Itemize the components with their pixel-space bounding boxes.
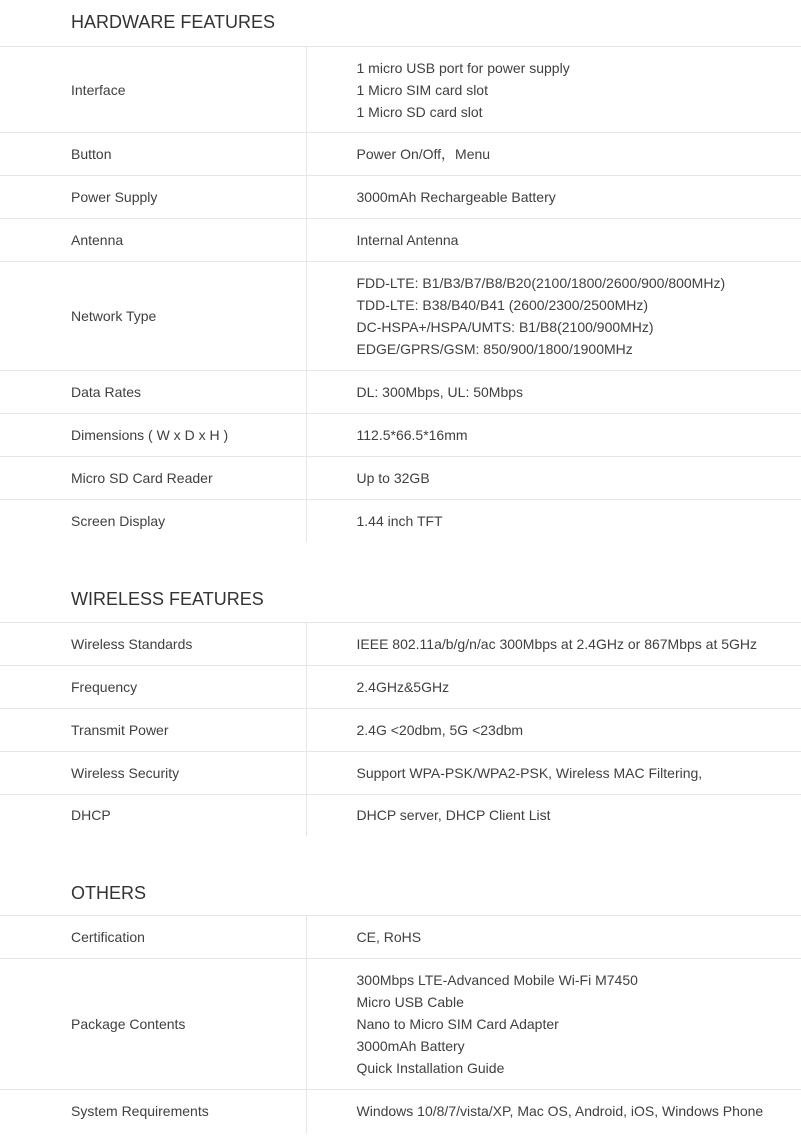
spec-value-line: CE, RoHS <box>356 929 422 945</box>
table-row <box>0 665 801 708</box>
table-row <box>0 176 801 219</box>
spec-value <box>306 176 801 219</box>
table-row <box>0 414 801 457</box>
section-title: WIRELESS FEATURES <box>71 588 264 609</box>
spec-value-line: Support WPA-PSK/WPA2-PSK, Wireless MAC Filtering, <box>356 764 703 781</box>
section-title: OTHERS <box>71 883 147 903</box>
spec-value-line: EDGE/GPRS/GSM: 850/900/1800/1900MHz <box>356 341 633 357</box>
spec-value-line: Internal Antenna <box>356 232 459 248</box>
spec-value <box>306 133 801 176</box>
spec-value-line: 1 micro USB port for power supply <box>356 59 570 76</box>
spec-label: Package Contents <box>0 959 306 1090</box>
spec-value-line: DL: 300Mbps, UL: 50Mbps <box>356 384 524 400</box>
spec-value-line: 112.5*66.5*16mm <box>356 427 468 443</box>
spec-label: Power Supply <box>0 176 306 219</box>
spec-value-line: 1.44 inch TFT <box>356 512 443 529</box>
spec-label: Micro SD Card Reader <box>0 457 306 500</box>
spec-value-line: 3000mAh Rechargeable Battery <box>356 189 556 205</box>
table-row <box>0 500 801 542</box>
spec-value-line: Up to 32GB <box>356 470 430 486</box>
spec-value-line: DHCP server, DHCP Client List <box>356 807 551 824</box>
spec-label: Transmit Power <box>0 708 306 751</box>
table-row <box>0 457 801 500</box>
spec-value-line: Nano to Micro SIM Card Adapter <box>356 1016 559 1032</box>
spec-value <box>306 708 801 751</box>
spec-value-line: 300Mbps LTE-Advanced Mobile Wi-Fi M7450 <box>356 972 638 988</box>
table-row <box>0 1090 801 1133</box>
spec-value-line: Micro USB Cable <box>356 994 464 1010</box>
spec-value <box>306 794 801 836</box>
table-row <box>0 622 801 665</box>
spec-value <box>306 500 801 542</box>
spec-label: Frequency <box>0 665 306 708</box>
spec-value-line: Quick Installation Guide <box>356 1060 505 1076</box>
table-row <box>0 708 801 751</box>
table-row <box>0 959 801 1090</box>
spec-table <box>0 46 801 542</box>
spec-value <box>306 622 801 665</box>
spec-label: Button <box>0 133 306 176</box>
spec-value-line: 2.4GHz&5GHz <box>356 678 450 695</box>
spec-value <box>306 665 801 708</box>
spec-label: System Requirements <box>0 1090 306 1133</box>
table-row <box>0 219 801 262</box>
section-others <box>0 836 801 1133</box>
spec-value <box>306 262 801 371</box>
spec-value-line: IEEE 802.11a/b/g/n/ac 300Mbps at 2.4GHz or 867Mbps at 5GHz <box>356 635 758 652</box>
spec-value <box>306 959 801 1090</box>
table-row <box>0 916 801 959</box>
spec-label: Data Rates <box>0 371 306 414</box>
spec-value-line: Power On/Off，Menu <box>356 146 491 162</box>
spec-label: Network Type <box>0 262 306 371</box>
spec-value-line: TDD-LTE: B38/B40/B41 (2600/2300/2500MHz) <box>356 297 649 313</box>
table-row <box>0 371 801 414</box>
spec-label: Antenna <box>0 219 306 262</box>
spec-value-line: Windows 10/8/7/vista/XP, Mac OS, Android, iOS, Windows Phone <box>356 1103 764 1120</box>
spec-label: Wireless Security <box>0 751 306 794</box>
spec-table <box>0 915 801 1133</box>
spec-value <box>306 751 801 794</box>
section-hardware-features <box>0 0 801 542</box>
spec-value <box>306 414 801 457</box>
spec-value <box>306 457 801 500</box>
spec-value <box>306 219 801 262</box>
table-row <box>0 133 801 176</box>
spec-value <box>306 371 801 414</box>
table-row <box>0 751 801 794</box>
table-row <box>0 262 801 371</box>
spec-label: Dimensions ( W x D x H ) <box>0 414 306 457</box>
section-wireless-features <box>0 542 801 837</box>
spec-value-line: 1 Micro SD card slot <box>356 103 483 120</box>
spec-label: Interface <box>0 47 306 133</box>
spec-value-line: 2.4G <20dbm, 5G <23dbm <box>356 721 524 738</box>
spec-label: Wireless Standards <box>0 622 306 665</box>
spec-value-line: 3000mAh Battery <box>356 1038 465 1054</box>
table-row <box>0 47 801 133</box>
spec-label: Screen Display <box>0 500 306 542</box>
spec-table <box>0 622 801 837</box>
spec-value <box>306 47 801 133</box>
spec-label: Certification <box>0 916 306 959</box>
spec-value <box>306 916 801 959</box>
spec-value <box>306 1090 801 1133</box>
spec-label: DHCP <box>0 794 306 836</box>
table-row <box>0 794 801 836</box>
section-title: HARDWARE FEATURES <box>71 12 276 32</box>
spec-value-line: 1 Micro SIM card slot <box>356 81 488 98</box>
spec-value-line: DC-HSPA+/HSPA/UMTS: B1/B8(2100/900MHz) <box>356 319 654 335</box>
spec-value-line: FDD-LTE: B1/B3/B7/B8/B20(2100/1800/2600/900/800MHz) <box>356 275 726 291</box>
